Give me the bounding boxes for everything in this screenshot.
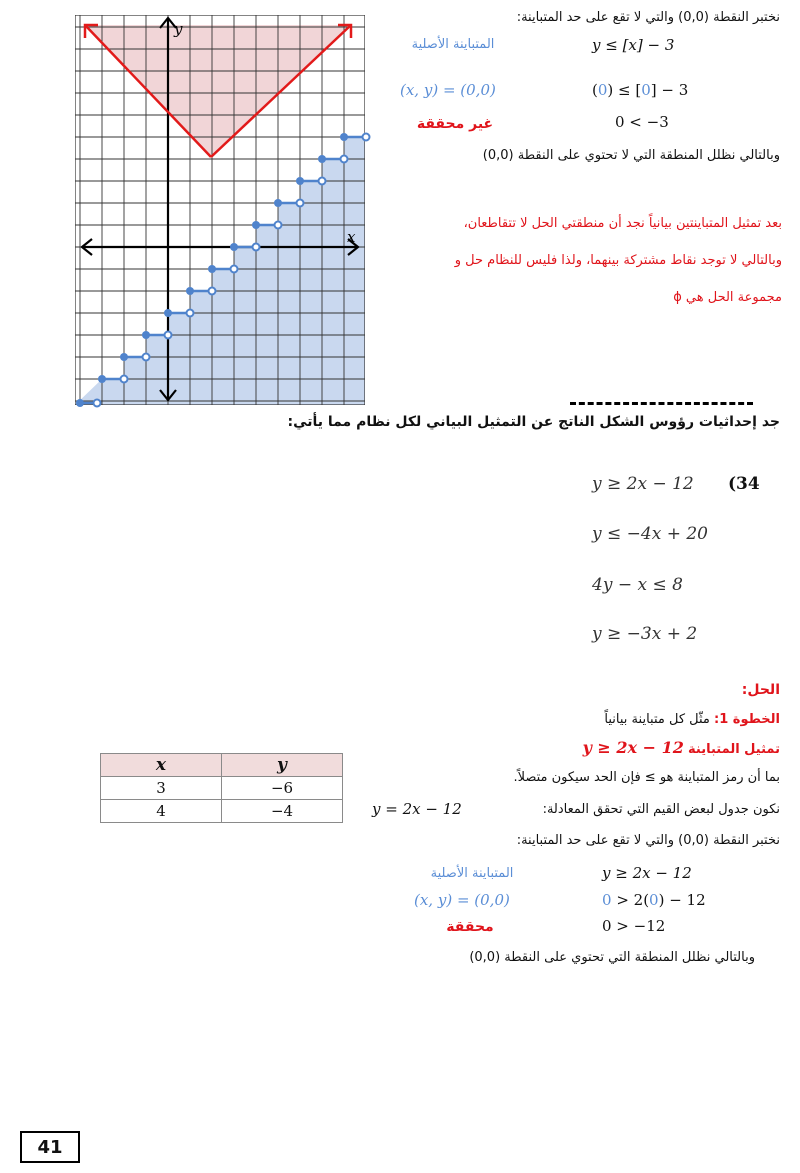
red-line-1: بعد تمثيل المتباينتين بيانياً نجد أن منطقتي الحل لا تتقاطعان، <box>463 216 782 231</box>
open-dot <box>209 288 216 295</box>
closed-dot <box>230 243 238 251</box>
inequality-4: y ≥ −3x + 2 <box>592 624 698 644</box>
top-conclusion: وبالتالي نظلل المنطقة التي لا تحتوي على النقطة (0,0) <box>482 148 780 163</box>
open-dot <box>187 310 194 317</box>
open-dot <box>275 222 282 229</box>
solution-line-2-expr: y = 2x − 12 <box>372 800 462 818</box>
red-paragraph <box>362 205 782 316</box>
table-cell: 3 <box>101 777 222 800</box>
question-number: (34 <box>728 474 760 494</box>
open-dot <box>297 200 304 207</box>
closed-dot <box>274 199 282 207</box>
red-line-3: مجموعة الحل هي ϕ <box>673 290 782 305</box>
open-dot <box>143 354 150 361</box>
graph-title-expr: y ≥ 2x − 12 <box>582 738 684 757</box>
sol-substitution <box>602 891 706 909</box>
sol-conclusion: وبالتالي نظلل المنطقة التي تحتوي على النقطة (0,0) <box>469 950 755 965</box>
inequality-1: y ≥ 2x − 12 <box>592 474 694 494</box>
solution-line-1: بما أن رمز المتباينة هو ≥ فإن الحد سيكون متصلاً. <box>513 770 780 785</box>
closed-dot <box>296 177 304 185</box>
top-result-expr: 0 < −3 <box>615 113 669 131</box>
red-line-2: وبالتالي لا توجد نقاط مشتركة بينهما، ولذا فليس للنظام حل و <box>454 253 782 268</box>
sol-sub-c: 0 <box>649 891 659 909</box>
inequality-graph <box>70 10 380 420</box>
sol-point-label: (x, y) = (0,0) <box>414 891 510 909</box>
step1-label: الخطوة 1: <box>714 712 780 727</box>
open-dot <box>363 134 370 141</box>
solution-line-2: نكون جدول لبعض القيم التي تحقق المعادلة: <box>542 802 780 817</box>
open-dot <box>341 156 348 163</box>
value-table <box>100 753 343 823</box>
sol-result-expr: 0 > −12 <box>602 917 666 935</box>
table-row <box>101 777 343 800</box>
sol-sub-a: 0 <box>602 891 612 909</box>
closed-dot <box>340 133 348 141</box>
sol-original-label: المتباينة الأصلية <box>430 866 514 881</box>
table-cell: −6 <box>222 777 343 800</box>
closed-dot <box>164 309 172 317</box>
table-cell: −4 <box>222 800 343 823</box>
top-original-label: المتباينة الأصلية <box>411 37 495 52</box>
graph-title <box>380 738 780 757</box>
sol-sub-d: ) − 12 <box>658 891 706 909</box>
sol-original-expr: y ≥ 2x − 12 <box>602 864 692 882</box>
closed-dot <box>98 375 106 383</box>
sol-result-label: محققة <box>446 919 494 935</box>
table-row <box>101 800 343 823</box>
inequality-3: 4y − x ≤ 8 <box>592 575 683 595</box>
top-result-label: غير محققة <box>416 116 494 132</box>
solution-heading: الحل: <box>741 682 780 698</box>
closed-dot <box>120 353 128 361</box>
top-substitution <box>592 81 688 99</box>
value-table-header-x: x <box>101 754 222 777</box>
closed-dot <box>252 221 260 229</box>
sub-zero-2: 0 <box>641 81 651 99</box>
graph-title-ar: تمثيل المتباينة <box>688 742 780 757</box>
sub-part-c: ] − 3 <box>650 81 689 99</box>
table-cell: 4 <box>101 800 222 823</box>
open-dot <box>231 266 238 273</box>
page-number: 41 <box>20 1131 80 1163</box>
step1-line <box>380 712 780 727</box>
step1-text: مثّل كل متباينة بيانياً <box>604 712 710 727</box>
open-dot <box>165 332 172 339</box>
x-axis-label: x <box>347 228 356 246</box>
open-dot <box>253 244 260 251</box>
value-table-header-y: y <box>222 754 343 777</box>
sub-part-b: ) ≤ [ <box>607 81 642 99</box>
sol-sub-b: > 2( <box>611 891 650 909</box>
inequality-2: y ≤ −4x + 20 <box>592 524 708 544</box>
dashed-separator <box>570 402 753 405</box>
top-original-expr: y ≤ [x] − 3 <box>592 36 675 54</box>
sub-part-a: ( <box>592 81 598 99</box>
question-prompt: جد إحداثيات رؤوس الشكل الناتج عن التمثيل البياني لكل نظام مما يأتي: <box>287 414 780 430</box>
solution-line-3: نختبر النقطة (0,0) والتي لا تقع على حد المتباينة: <box>516 833 780 848</box>
top-check-intro: نختبر النقطة (0,0) والتي لا تقع على حد المتباينة: <box>516 10 780 25</box>
closed-dot <box>318 155 326 163</box>
open-dot <box>121 376 128 383</box>
closed-dot <box>186 287 194 295</box>
open-dot <box>319 178 326 185</box>
closed-dot <box>208 265 216 273</box>
y-axis-label: y <box>174 20 183 38</box>
sub-zero-1: 0 <box>597 81 608 99</box>
closed-dot <box>142 331 150 339</box>
top-point-label: (x, y) = (0,0) <box>400 81 496 99</box>
value-table-header <box>101 754 343 777</box>
